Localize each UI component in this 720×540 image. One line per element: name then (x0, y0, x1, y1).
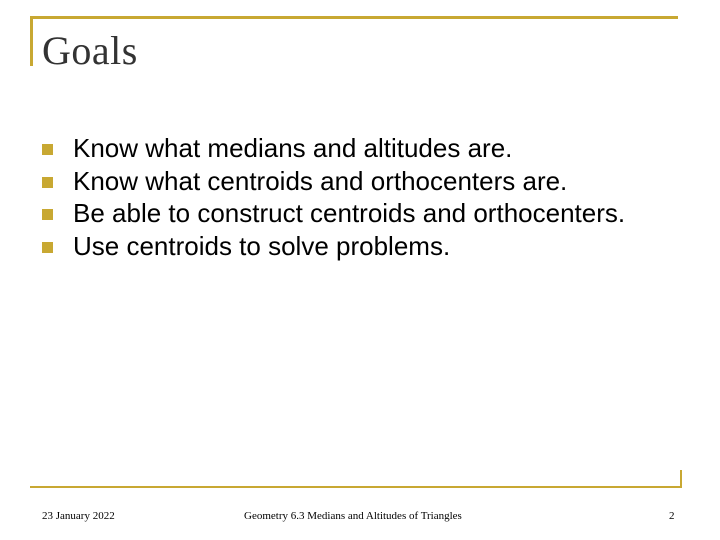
goal-item-1 (40, 132, 680, 165)
footer-rule-corner (680, 470, 682, 488)
footer-date: 23 January 2022 (42, 510, 115, 522)
goal-item-2 (40, 165, 680, 198)
footer-course-title: Geometry 6.3 Medians and Altitudes of Triangles (244, 510, 462, 522)
goal-item-3 (40, 197, 680, 230)
square-bullet-icon (42, 144, 53, 155)
goal-item-text: Know what medians and altitudes are. (73, 133, 513, 163)
title-frame-left-rule (30, 16, 33, 66)
goal-item-text: Be able to construct centroids and orthocenters. (73, 198, 626, 228)
page-number: 2 (669, 510, 675, 522)
square-bullet-icon (42, 209, 53, 220)
goal-item-text: Know what centroids and orthocenters are. (73, 165, 568, 196)
goal-item-4 (40, 230, 680, 263)
goals-list (40, 132, 680, 262)
square-bullet-icon (42, 177, 53, 188)
goal-item-text: Use centroids to solve problems. (73, 230, 451, 261)
footer-rule (30, 486, 682, 488)
slide-title: Goals (42, 28, 138, 73)
title-frame-top-rule (30, 16, 678, 19)
square-bullet-icon (42, 242, 53, 253)
